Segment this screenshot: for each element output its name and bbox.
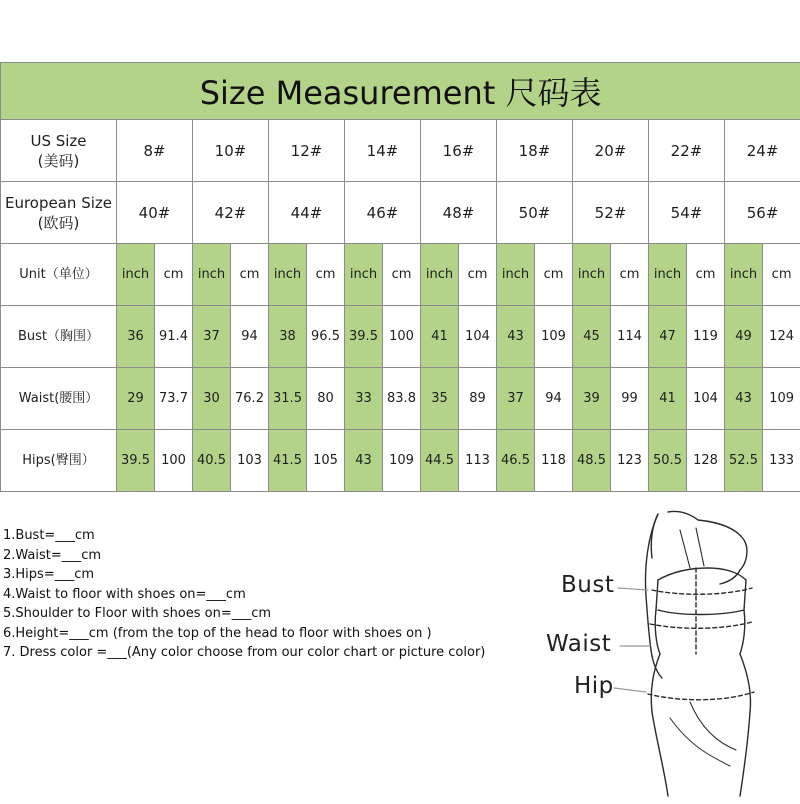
inch-value-cell: 37 [497, 368, 535, 430]
us-size-cell: 20# [573, 120, 649, 182]
unit-inch-cell: inch [573, 244, 611, 306]
us-size-label [1, 120, 117, 182]
unit-row [1, 244, 800, 306]
european-size-cell: 52# [573, 182, 649, 244]
european-size-cell: 48# [421, 182, 497, 244]
inch-value-cell: 49 [725, 306, 763, 368]
table-title: Size Measurement 尺码表 [1, 63, 800, 120]
unit-inch-cell: inch [421, 244, 459, 306]
european-size-cell: 54# [649, 182, 725, 244]
inch-value-cell: 43 [725, 368, 763, 430]
cm-value-cell: 133 [763, 430, 800, 492]
unit-cm-cell: cm [611, 244, 649, 306]
unit-cm-cell: cm [383, 244, 421, 306]
inch-value-cell: 30 [193, 368, 231, 430]
instruction-item: 4.Waist to floor with shoes on=___cm [3, 585, 543, 605]
us-size-cell: 24# [725, 120, 800, 182]
measurement-label: Bust（胸围） [1, 306, 117, 368]
cm-value-cell: 94 [231, 306, 269, 368]
us-size-cell: 8# [117, 120, 193, 182]
cm-value-cell: 105 [307, 430, 345, 492]
inch-value-cell: 48.5 [573, 430, 611, 492]
european-size-label-cn: (欧码) [1, 213, 116, 233]
us-size-cell: 22# [649, 120, 725, 182]
measurement-instructions [3, 526, 543, 663]
european-size-label [1, 182, 117, 244]
figure-label-waist: Waist [546, 631, 611, 657]
cm-value-cell: 119 [687, 306, 725, 368]
inch-value-cell: 41 [421, 306, 459, 368]
inch-value-cell: 50.5 [649, 430, 687, 492]
inch-value-cell: 39 [573, 368, 611, 430]
cm-value-cell: 118 [535, 430, 573, 492]
us-size-row [1, 120, 800, 182]
instruction-item: 7. Dress color =___(Any color choose from our color chart or picture color) [3, 643, 543, 663]
inch-value-cell: 43 [497, 306, 535, 368]
european-size-cell: 44# [269, 182, 345, 244]
cm-value-cell: 113 [459, 430, 497, 492]
cm-value-cell: 73.7 [155, 368, 193, 430]
inch-value-cell: 41 [649, 368, 687, 430]
measurement-row [1, 306, 800, 368]
cm-value-cell: 124 [763, 306, 800, 368]
unit-cm-cell: cm [459, 244, 497, 306]
european-size-label-en: European Size [1, 193, 116, 213]
figure-label-bust: Bust [561, 572, 614, 598]
title-row [1, 63, 800, 120]
inch-value-cell: 46.5 [497, 430, 535, 492]
cm-value-cell: 109 [535, 306, 573, 368]
european-size-cell: 42# [193, 182, 269, 244]
figure-label-hip: Hip [574, 673, 614, 699]
us-size-cell: 10# [193, 120, 269, 182]
unit-cm-cell: cm [155, 244, 193, 306]
dress-measurement-figure [540, 506, 800, 800]
unit-inch-cell: inch [649, 244, 687, 306]
measurement-label: Waist(腰围） [1, 368, 117, 430]
inch-value-cell: 39.5 [345, 306, 383, 368]
european-size-cell: 40# [117, 182, 193, 244]
cm-value-cell: 91.4 [155, 306, 193, 368]
cm-value-cell: 89 [459, 368, 497, 430]
unit-cm-cell: cm [231, 244, 269, 306]
unit-inch-cell: inch [345, 244, 383, 306]
instruction-item: 6.Height=___cm (from the top of the head to floor with shoes on ) [3, 624, 543, 644]
european-size-cell: 50# [497, 182, 573, 244]
unit-inch-cell: inch [497, 244, 535, 306]
measurement-label: Hips(臀围） [1, 430, 117, 492]
cm-value-cell: 114 [611, 306, 649, 368]
inch-value-cell: 45 [573, 306, 611, 368]
inch-value-cell: 39.5 [117, 430, 155, 492]
size-measurement-table [0, 62, 800, 492]
cm-value-cell: 80 [307, 368, 345, 430]
unit-cm-cell: cm [535, 244, 573, 306]
inch-value-cell: 37 [193, 306, 231, 368]
cm-value-cell: 104 [687, 368, 725, 430]
cm-value-cell: 96.5 [307, 306, 345, 368]
unit-cm-cell: cm [307, 244, 345, 306]
instruction-item: 2.Waist=___cm [3, 546, 543, 566]
cm-value-cell: 104 [459, 306, 497, 368]
instruction-item: 1.Bust=___cm [3, 526, 543, 546]
cm-value-cell: 76.2 [231, 368, 269, 430]
inch-value-cell: 29 [117, 368, 155, 430]
inch-value-cell: 47 [649, 306, 687, 368]
measurement-row [1, 430, 800, 492]
inch-value-cell: 43 [345, 430, 383, 492]
unit-inch-cell: inch [193, 244, 231, 306]
instruction-item: 3.Hips=___cm [3, 565, 543, 585]
cm-value-cell: 109 [763, 368, 800, 430]
us-size-cell: 16# [421, 120, 497, 182]
us-size-cell: 18# [497, 120, 573, 182]
unit-cm-cell: cm [763, 244, 800, 306]
inch-value-cell: 44.5 [421, 430, 459, 492]
unit-cm-cell: cm [687, 244, 725, 306]
european-size-cell: 56# [725, 182, 800, 244]
unit-inch-cell: inch [725, 244, 763, 306]
cm-value-cell: 128 [687, 430, 725, 492]
inch-value-cell: 41.5 [269, 430, 307, 492]
cm-value-cell: 109 [383, 430, 421, 492]
cm-value-cell: 100 [383, 306, 421, 368]
inch-value-cell: 33 [345, 368, 383, 430]
measurement-row [1, 368, 800, 430]
cm-value-cell: 123 [611, 430, 649, 492]
us-size-label-en: US Size [1, 131, 116, 151]
cm-value-cell: 100 [155, 430, 193, 492]
inch-value-cell: 40.5 [193, 430, 231, 492]
unit-label: Unit（单位） [1, 244, 117, 306]
european-size-cell: 46# [345, 182, 421, 244]
cm-value-cell: 103 [231, 430, 269, 492]
cm-value-cell: 94 [535, 368, 573, 430]
us-size-label-cn: (美码) [1, 151, 116, 171]
inch-value-cell: 52.5 [725, 430, 763, 492]
cm-value-cell: 99 [611, 368, 649, 430]
inch-value-cell: 31.5 [269, 368, 307, 430]
inch-value-cell: 36 [117, 306, 155, 368]
cm-value-cell: 83.8 [383, 368, 421, 430]
us-size-cell: 12# [269, 120, 345, 182]
european-size-row [1, 182, 800, 244]
instruction-item: 5.Shoulder to Floor with shoes on=___cm [3, 604, 543, 624]
inch-value-cell: 38 [269, 306, 307, 368]
unit-inch-cell: inch [269, 244, 307, 306]
unit-inch-cell: inch [117, 244, 155, 306]
inch-value-cell: 35 [421, 368, 459, 430]
us-size-cell: 14# [345, 120, 421, 182]
